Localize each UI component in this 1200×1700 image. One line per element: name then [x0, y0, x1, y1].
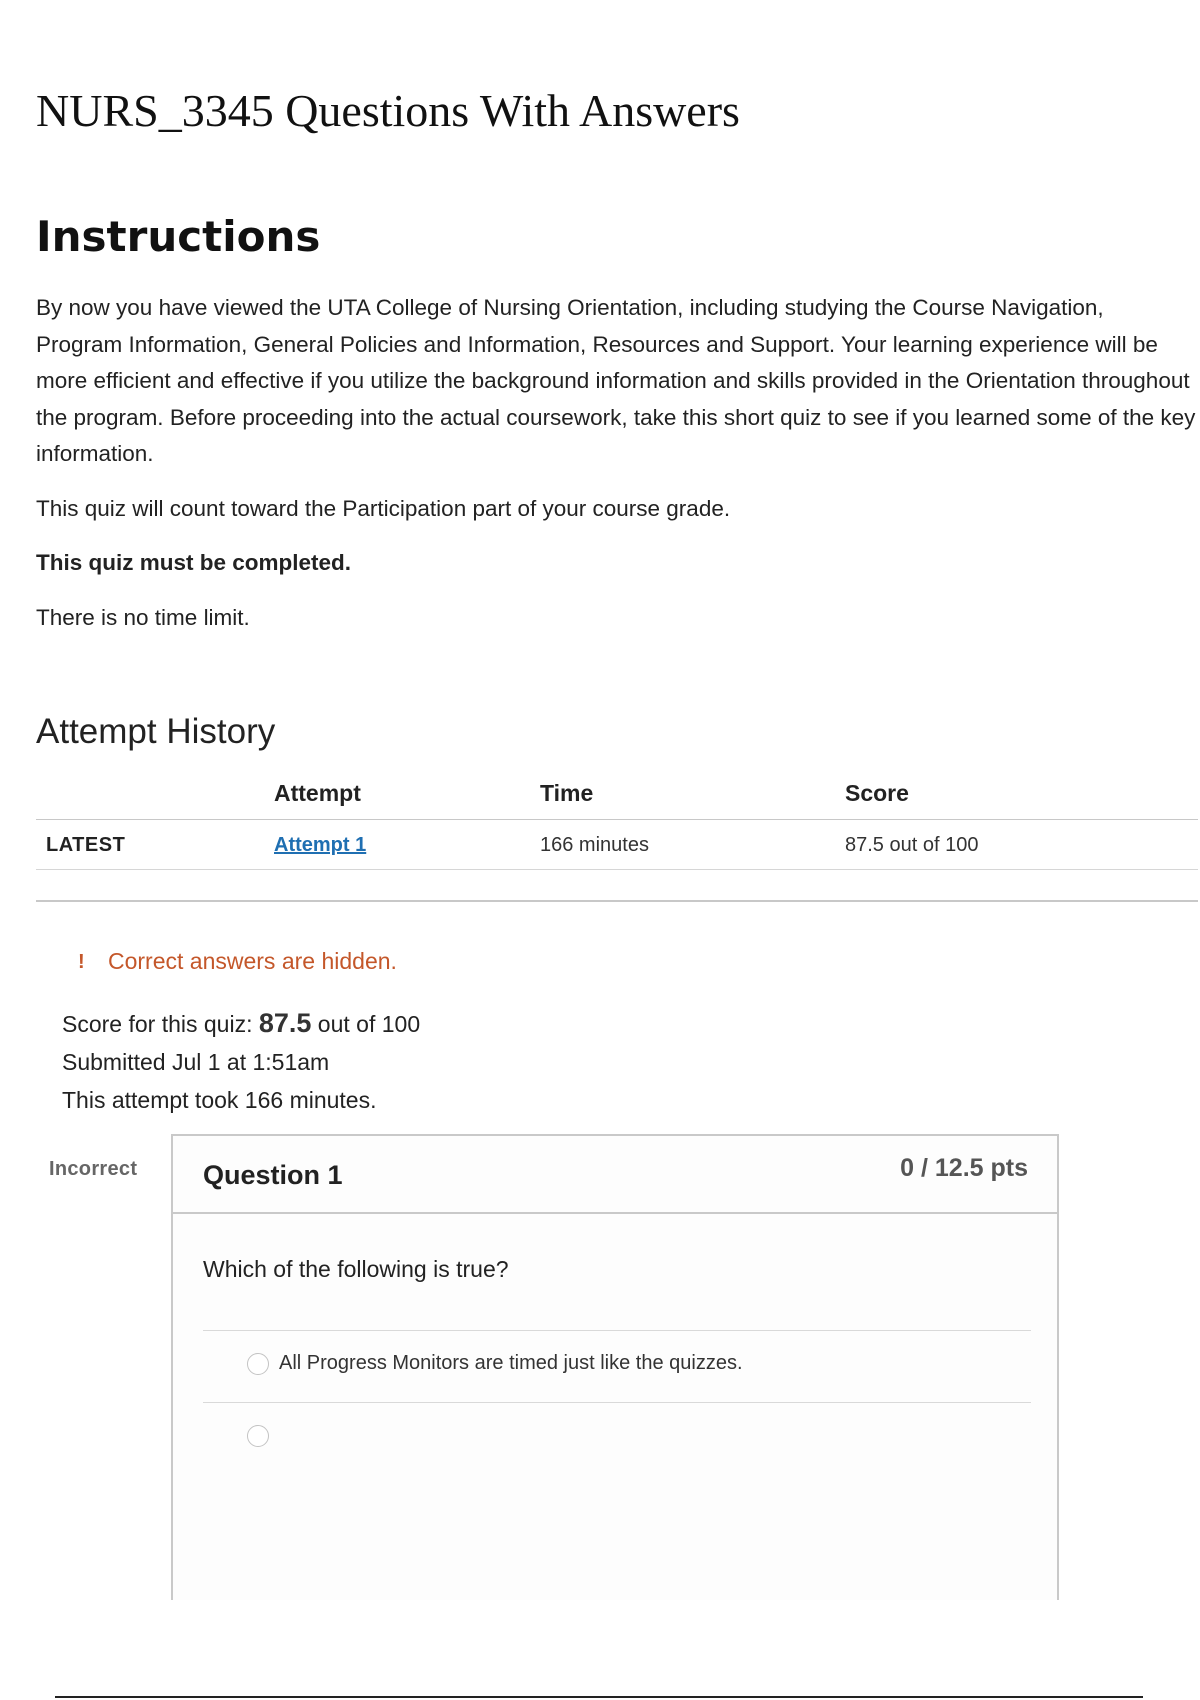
table-row	[36, 820, 1198, 870]
quiz-score-summary	[62, 1004, 420, 1119]
column-header-time: Time	[540, 776, 845, 820]
attempt-link-cell	[274, 820, 540, 870]
submitted-timestamp: Submitted Jul 1 at 1:51am	[62, 1049, 330, 1075]
answer-option-1[interactable]	[247, 1352, 743, 1375]
answer-option-text: All Progress Monitors are timed just like the quizzes.	[279, 1352, 743, 1374]
question-status-label: Incorrect	[49, 1158, 138, 1180]
attempt-time-cell: 166 minutes	[540, 820, 845, 870]
score-label: Score for this quiz:	[62, 1011, 259, 1037]
attempt-history-table	[36, 776, 1198, 870]
instructions-paragraph: By now you have viewed the UTA College of Nursing Orientation, including studying the Course Navigation, Program Information, General Policies and Information, Resources and Support. Your learning experience will be more efficient and effective if you utilize the background information and skills provided in the Orientation throughout the program. Before proceeding into the actual coursework, take this short quiz to see if you learned some of the key information.	[36, 295, 1196, 466]
radio-button-icon[interactable]	[247, 1353, 269, 1375]
completion-requirement: This quiz must be completed.	[36, 550, 352, 575]
question-card	[171, 1134, 1059, 1600]
question-divider	[203, 1330, 1031, 1331]
column-header-status	[36, 776, 274, 820]
time-limit-note: There is no time limit.	[36, 604, 250, 630]
instructions-heading: Instructions	[36, 212, 321, 261]
instructions-body	[36, 290, 1196, 654]
section-divider	[36, 900, 1198, 902]
attempt-history-heading: Attempt History	[36, 712, 276, 751]
question-header	[173, 1136, 1057, 1214]
answer-option-2[interactable]	[247, 1425, 279, 1447]
column-header-score: Score	[845, 776, 1198, 820]
question-points: 0 / 12.5 pts	[900, 1154, 1028, 1182]
answer-divider	[203, 1402, 1031, 1403]
attempt-1-link[interactable]: Attempt 1	[274, 834, 367, 856]
table-header-row	[36, 776, 1198, 820]
question-title: Question 1	[203, 1160, 343, 1190]
quiz-score-line	[62, 1004, 420, 1043]
column-header-attempt: Attempt	[274, 776, 540, 820]
answers-hidden-notice	[78, 948, 397, 975]
attempt-score-cell: 87.5 out of 100	[845, 820, 1198, 870]
document-title: NURS_3345 Questions With Answers	[36, 85, 740, 136]
score-value: 87.5	[258, 1008, 312, 1038]
radio-button-icon[interactable]	[247, 1425, 269, 1447]
answers-hidden-text: Correct answers are hidden.	[108, 948, 397, 974]
page-footer-rule	[55, 1696, 1143, 1698]
attempt-duration: This attempt took 166 minutes.	[62, 1087, 377, 1113]
score-suffix: out of 100	[311, 1011, 421, 1037]
warning-icon: !	[78, 951, 85, 973]
question-text: Which of the following is true?	[203, 1256, 509, 1282]
participation-note: This quiz will count toward the Participation part of your course grade.	[36, 495, 731, 521]
attempt-status-cell: LATEST	[36, 820, 274, 870]
